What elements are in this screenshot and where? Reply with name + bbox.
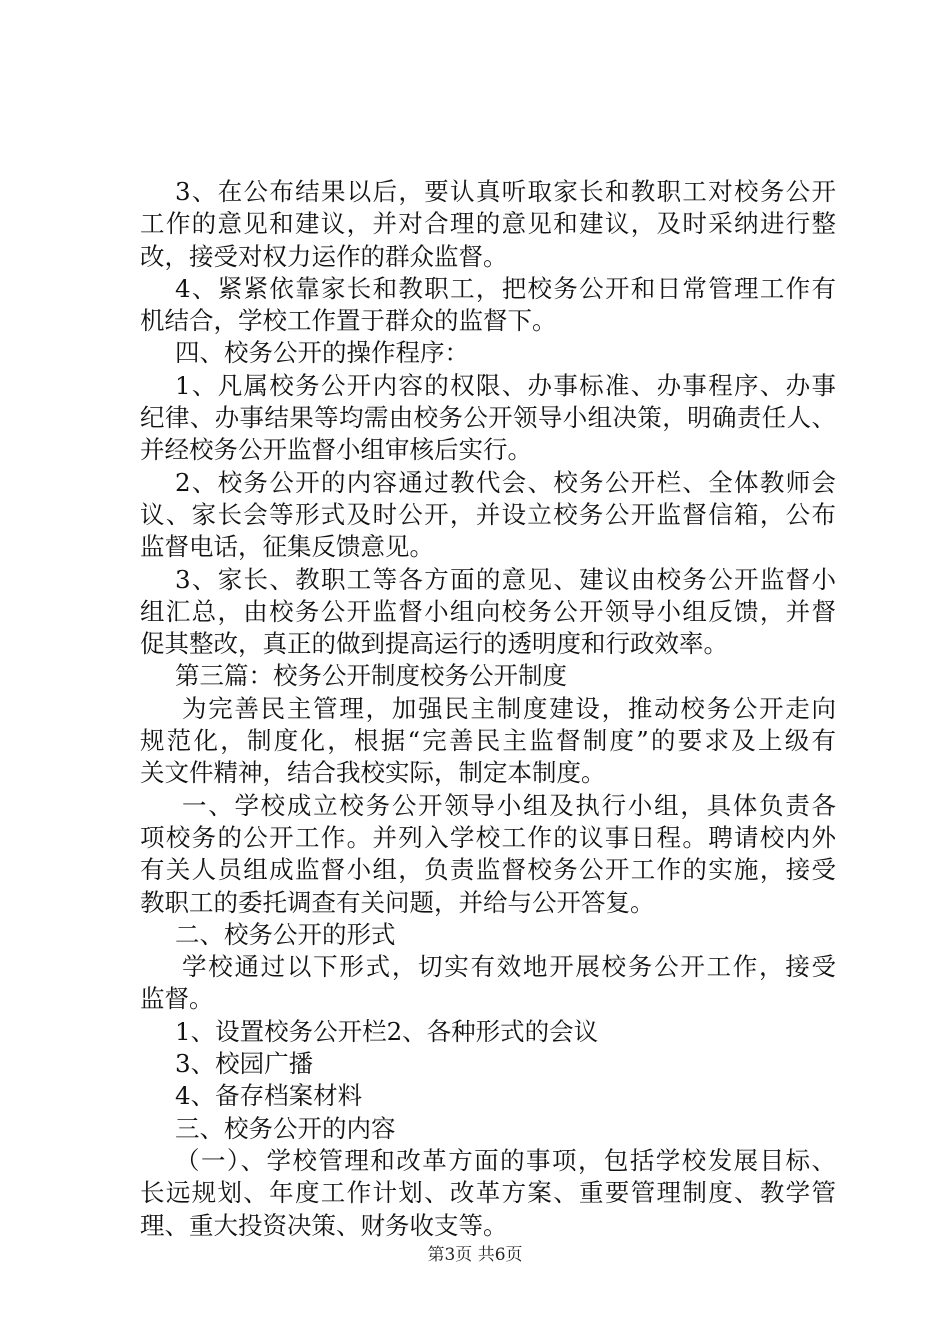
text-line: 理、重大投资决策、财务收支等。 xyxy=(140,1210,508,1240)
page-number-footer: 第3页 共6页 xyxy=(427,1245,523,1265)
list-item: 4、备存档案材料 xyxy=(175,1081,363,1111)
section-heading: 二、校务公开的形式 xyxy=(175,919,396,949)
text-line: 组汇总，由校务公开监督小组向校务公开领导小组反馈，并督 xyxy=(140,596,836,626)
text-line: 教职工的委托调查有关问题，并给与公开答复。 xyxy=(140,887,655,917)
text-line: 为完善民主管理，加强民主制度建设，推动校务公开走向 xyxy=(182,693,836,723)
text-line: 1、凡属校务公开内容的权限、办事标准、办事程序、办事 xyxy=(175,370,836,400)
text-line: 议、家长会等形式及时公开，并设立校务公开监督信箱，公布 xyxy=(140,499,836,529)
text-line: 长远规划、年度工作计划、改革方案、重要管理制度、教学管 xyxy=(140,1178,836,1208)
text-line: 4、紧紧依靠家长和教职工，把校务公开和日常管理工作有 xyxy=(175,273,836,303)
text-line: 关文件精神，结合我校实际，制定本制度。 xyxy=(140,758,606,788)
text-line: 规范化，制度化，根据“完善民主监督制度”的要求及上级有 xyxy=(140,726,836,756)
text-line: 并经校务公开监督小组审核后实行。 xyxy=(140,435,532,465)
text-line: 2、校务公开的内容通过教代会、校务公开栏、全体教师会 xyxy=(175,467,836,497)
text-line: 监督电话，征集反馈意见。 xyxy=(140,532,434,562)
text-line: （一）、学校管理和改革方面的事项，包括学校发展目标、 xyxy=(175,1145,836,1175)
text-line: 学校通过以下形式，切实有效地开展校务公开工作，接受 xyxy=(182,952,836,982)
section-heading: 第三篇：校务公开制度校务公开制度 xyxy=(175,661,567,691)
text-line: 工作的意见和建议，并对合理的意见和建议，及时采纳进行整 xyxy=(140,209,836,239)
text-line: 3、在公布结果以后，要认真听取家长和教职工对校务公开 xyxy=(175,177,836,206)
text-line: 机结合，学校工作置于群众的监督下。 xyxy=(140,306,557,336)
text-line: 监督。 xyxy=(140,984,214,1014)
text-line: 有关人员组成监督小组，负责监督校务公开工作的实施，接受 xyxy=(140,855,836,885)
list-item: 1、设置校务公开栏2、各种形式的会议 xyxy=(175,1016,599,1046)
section-heading: 三、校务公开的内容 xyxy=(175,1113,396,1143)
text-line: 促其整改，真正的做到提高运行的透明度和行政效率。 xyxy=(140,629,728,659)
list-item: 3、校园广播 xyxy=(175,1049,314,1079)
text-line: 项校务的公开工作。并列入学校工作的议事日程。聘请校内外 xyxy=(140,822,836,852)
document-body xyxy=(140,176,836,1242)
section-heading: 四、校务公开的操作程序： xyxy=(175,338,469,368)
text-line: 3、家长、教职工等各方面的意见、建议由校务公开监督小 xyxy=(175,564,836,594)
text-line: 一、学校成立校务公开领导小组及执行小组，具体负责各 xyxy=(182,790,836,820)
text-line: 纪律、办事结果等均需由校务公开领导小组决策，明确责任人、 xyxy=(140,403,836,433)
text-line: 改，接受对权力运作的群众监督。 xyxy=(140,241,508,271)
